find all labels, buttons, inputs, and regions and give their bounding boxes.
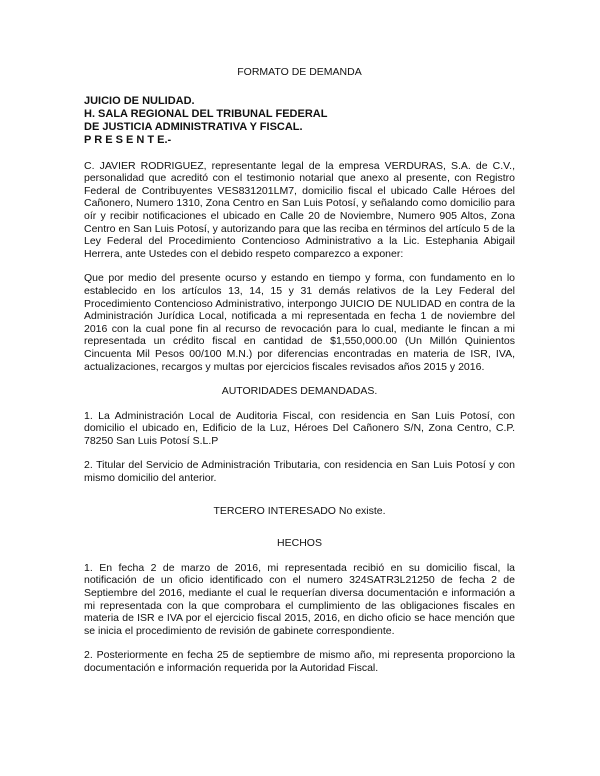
authority-item-2: 2. Titular del Servicio de Administración Tributaria, con residencia en San Luis Potosí y con mismo domicilio del anterior. bbox=[84, 459, 515, 485]
third-party-value: No existe. bbox=[335, 504, 386, 517]
authority-item-1: 1. La Administración Local de Auditoria Fiscal, con residencia en San Luis Potosí, con domicilio el ubicado en, Edificio de la Luz, Héroes Del Cañonero S/N, Zona Centro, C.P. 78250 San Luis Potosí S.L.P bbox=[84, 409, 515, 447]
addressee-line-3: DE JUSTICIA ADMINISTRATIVA Y FISCAL. bbox=[84, 120, 303, 133]
document-page bbox=[84, 66, 515, 687]
authorities-heading: AUTORIDADES DEMANDADAS. bbox=[221, 385, 378, 398]
intro-paragraph: C. JAVIER RODRIGUEZ, representante legal de la empresa VERDURAS, S.A. de C.V., personalidad que acreditó con el testimonio notarial que anexo al presente, con Registro Federal de Contribuyentes VES831201LM7, domicilio fiscal el ubicado Calle Héroes del Cañonero, Numero 1310, Zona Centro en San Luis Potosí, y señalando como domicilio para oír y recibir notificaciones el ubicado en Calle 20 de Noviembre, Numero 905 Altos, Zona Centro en San Luis Potosí, y autorizando para que las reciba en términos del artículo 5 de la Ley Federal del Procedimiento Contencioso Administrativo a la Lic. Estephania Abigail Herrera, ante Ustedes con el debido respeto comparezco a exponer: bbox=[84, 159, 515, 260]
fact-item-1: 1. En fecha 2 de marzo de 2016, mi representada recibió en su domicilio fiscal, la notificación de un oficio identificado con el numero 324SATR3L21250 de fecha 2 de Septiembre del 2016, mediante el cual le requerían diversa documentación e información a mi representada con la que comprobara el cumplimiento de las obligaciones fiscales en materia de ISR e IVA por el ejercicio fiscal 2015, 2016, en dicho oficio se hace mención que se inicia el procedimiento de revisión de gabinete correspondiente. bbox=[84, 561, 515, 637]
addressee-line-4: P R E S E N T E.- bbox=[84, 133, 172, 146]
third-party-line bbox=[84, 505, 515, 518]
facts-heading: HECHOS bbox=[277, 537, 322, 550]
fact-item-2: 2. Posteriormente en fecha 25 de septiembre de mismo año, mi representa proporciono la documentación e información requerida por la Autoridad Fiscal. bbox=[84, 649, 515, 674]
addressee-line-1: JUICIO DE NULIDAD. bbox=[84, 94, 195, 107]
claim-paragraph: Que por medio del presente ocurso y estando en tiempo y forma, con fundamento en lo establecido en los artículos 13, 14, 15 y 31 demás relativos de la Ley Federal del Procedimiento Contencioso Administrativo, interpongo JUICIO DE NULIDAD en contra de la Administración Jurídica Local, notificada a mi representada en fecha 1 de noviembre del 2016 con la cual pone fin al recurso de revocación para lo cual, mediante le fincan a mi representada un crédito fiscal en cantidad de $1,550,000.00 (Un Millón Quinientos Cincuenta Mil Pesos 00/100 M.N.) por diferencias encontradas en materia de ISR, IVA, actualizaciones, recargos y multas por ejercicios fiscales revisados años 2015 y 2016. bbox=[84, 272, 515, 373]
addressee-block bbox=[84, 95, 515, 147]
addressee-line-2: H. SALA REGIONAL DEL TRIBUNAL FEDERAL bbox=[84, 107, 328, 120]
document-title: FORMATO DE DEMANDA bbox=[237, 66, 362, 78]
third-party-label: TERCERO INTERESADO bbox=[213, 504, 336, 517]
